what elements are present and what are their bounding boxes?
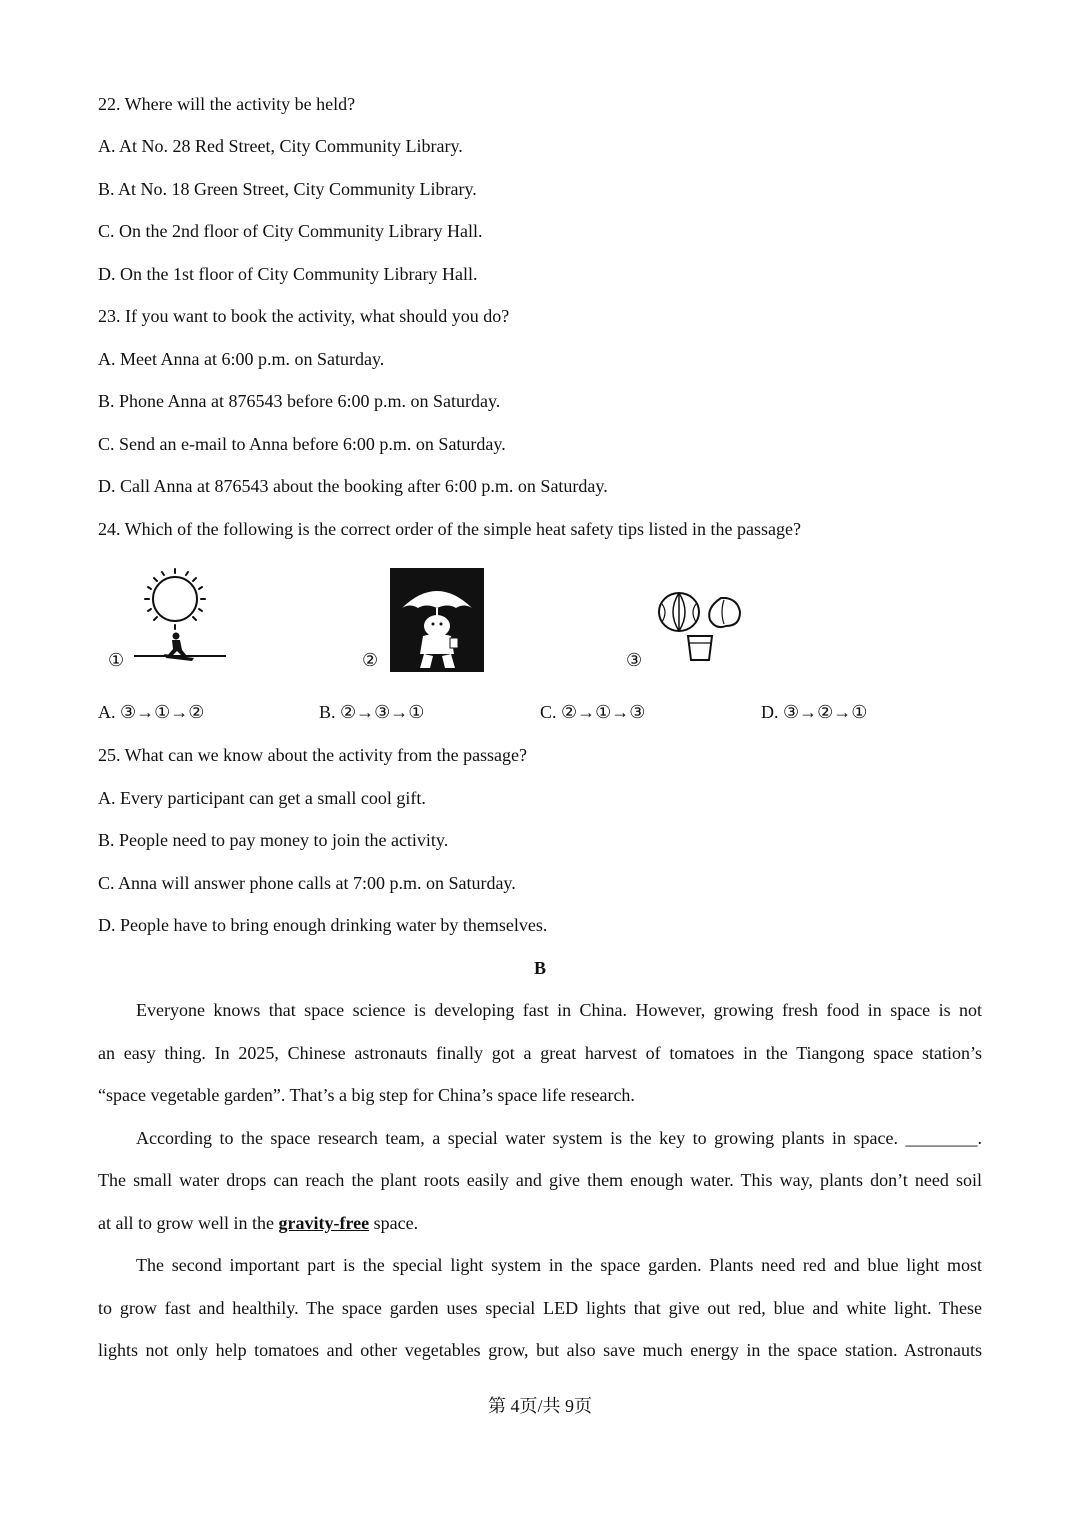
umbrella-person-drinking-icon [390, 568, 484, 672]
q25-option-c: C. Anna will answer phone calls at 7:00 p.m. on Saturday. [98, 873, 516, 893]
q25-option-a: A. Every participant can get a small cool gift. [98, 788, 426, 808]
q24-option-c: C. ②→①→③ [540, 702, 646, 722]
passage-p2-line-1: According to the space research team, a special water system is the key to growing plants in space. ________. [136, 1128, 982, 1148]
passage-p3-line-2: to grow fast and healthily. The space garden uses special LED lights that give out red, blue and white light. These [98, 1298, 982, 1318]
passage-p1-line-3: “space vegetable garden”. That’s a big step for China’s space life research. [98, 1085, 635, 1105]
q23-option-b: B. Phone Anna at 876543 before 6:00 p.m. on Saturday. [98, 391, 501, 411]
q24-stem: 24. Which of the following is the correct order of the simple heat safety tips listed in the passage? [98, 519, 801, 539]
passage-p2-line-2: The small water drops can reach the plant roots easily and give them enough water. This way, plants don’t need soil [98, 1170, 982, 1190]
passage-p3-line-1: The second important part is the special light system in the space garden. Plants need red and blue light most [136, 1255, 982, 1275]
q22-stem: 22. Where will the activity be held? [98, 94, 356, 114]
q23-option-d: D. Call Anna at 876543 about the booking after 6:00 p.m. on Saturday. [98, 476, 608, 496]
passage-p3-line-3: lights not only help tomatoes and other vegetables grow, but also save much energy in the space station. Astronauts [98, 1340, 982, 1360]
q24-option-a: A. ③→①→② [98, 702, 205, 722]
passage-p2-line-3-end: space. [369, 1213, 419, 1233]
q23-option-c: C. Send an e-mail to Anna before 6:00 p.m. on Saturday. [98, 434, 506, 454]
q22-option-d: D. On the 1st floor of City Community Library Hall. [98, 264, 478, 284]
q23-option-a: A. Meet Anna at 6:00 p.m. on Saturday. [98, 349, 385, 369]
q22-option-b: B. At No. 18 Green Street, City Community Library. [98, 179, 477, 199]
q25-option-b: B. People need to pay money to join the activity. [98, 830, 449, 850]
q24-option-d: D. ③→②→① [761, 702, 868, 722]
page-number-footer: 第 4页/共 9页 [487, 1396, 592, 1416]
q22-option-a: A. At No. 28 Red Street, City Community Library. [98, 136, 463, 156]
passage-p2-line-3-start: at all to grow well in the [98, 1213, 279, 1233]
passage-p1-line-1: Everyone knows that space science is developing fast in China. However, growing fresh food in space is not [136, 1000, 982, 1020]
q22-option-c: C. On the 2nd floor of City Community Library Hall. [98, 221, 483, 241]
underlined-word-gravity-free: gravity-free [278, 1213, 370, 1233]
q24-option-b: B. ②→③→① [319, 702, 425, 722]
passage-p2-line-3 [98, 1211, 982, 1235]
q23-stem: 23. If you want to book the activity, what should you do? [98, 306, 510, 326]
passage-p1-line-2: an easy thing. In 2025, Chinese astronauts finally got a great harvest of tomatoes in the Tiangong space station’s [98, 1043, 982, 1063]
picture-label-1: ① [108, 650, 125, 670]
q25-option-d: D. People have to bring enough drinking water by themselves. [98, 915, 548, 935]
section-b-heading: B [533, 958, 546, 978]
picture-label-2: ② [362, 650, 379, 670]
q25-stem: 25. What can we know about the activity from the passage? [98, 745, 528, 765]
picture-label-3: ③ [626, 650, 643, 670]
fruit-and-cup-icon [654, 590, 746, 664]
